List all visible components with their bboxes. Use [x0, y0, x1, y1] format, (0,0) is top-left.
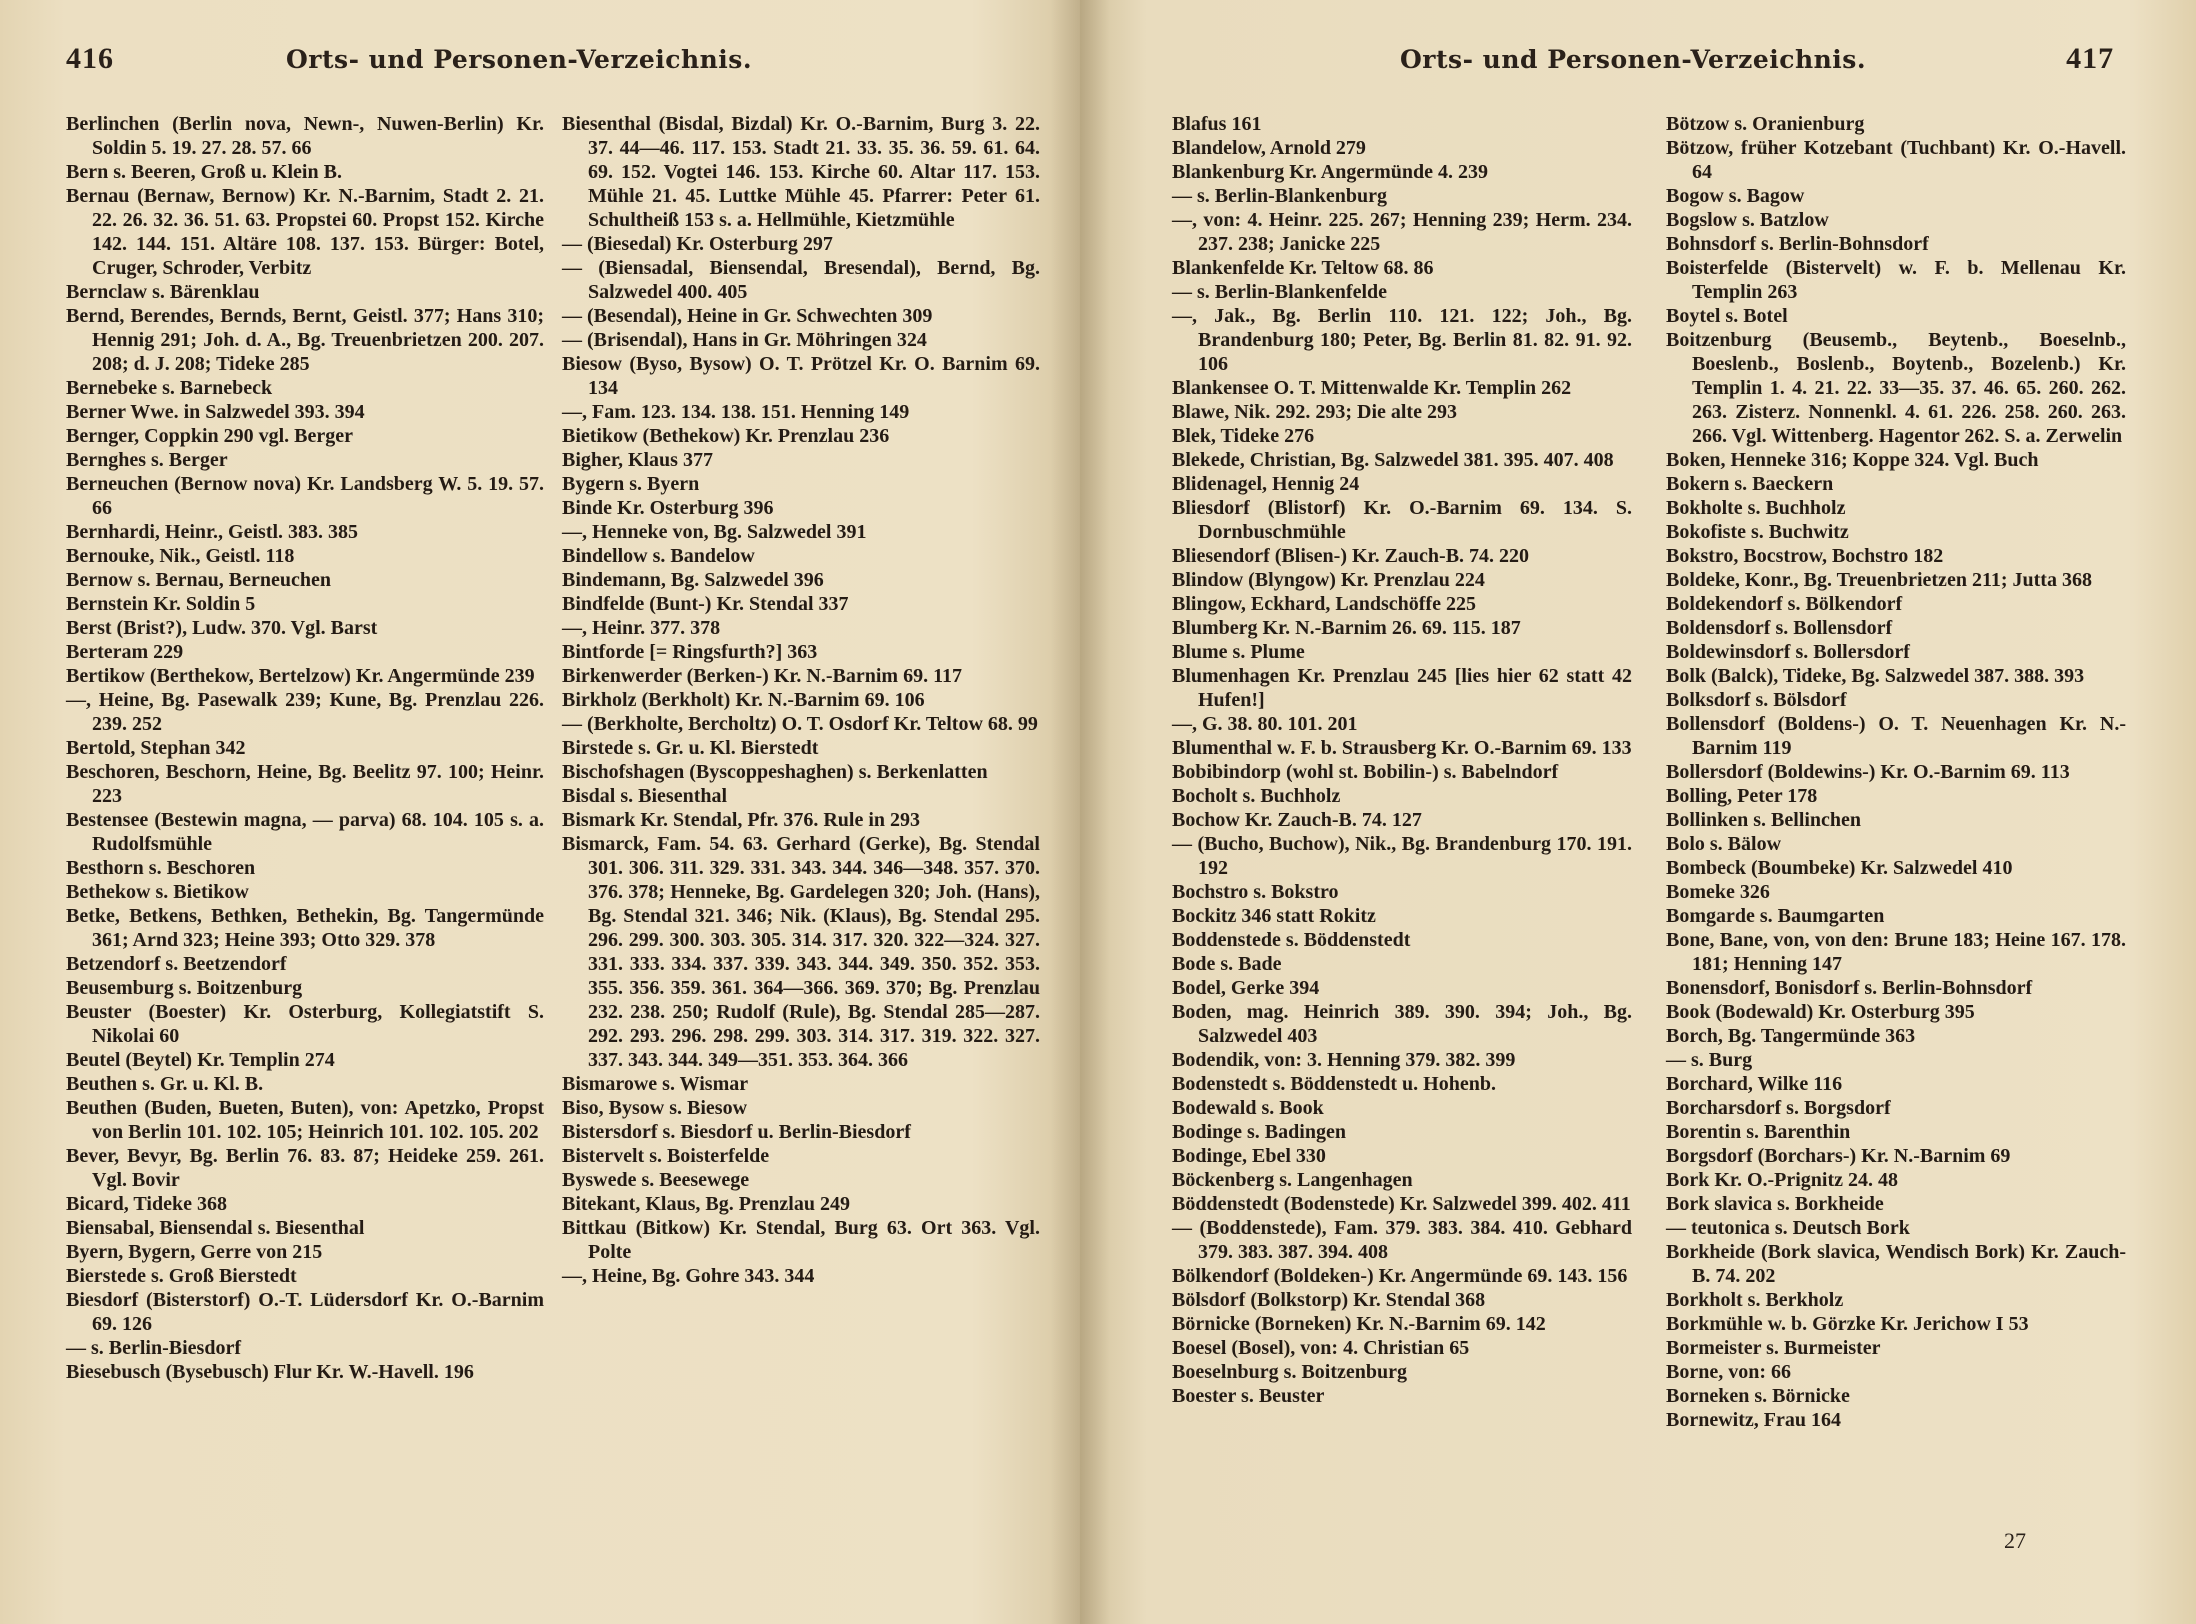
index-entry: Bodinge s. Badingen — [1172, 1121, 1346, 1143]
index-entry: Boddenstede s. Böddenstedt — [1172, 929, 1411, 951]
index-entry: Bodendik, von: 3. Henning 379. 382. 399 — [1172, 1049, 1516, 1071]
index-entry: Bölkendorf (Boldeken-) Kr. Angermünde 69. 143. 156 — [1172, 1265, 1628, 1287]
index-entry: Beuthen s. Gr. u. Kl. B. — [66, 1073, 264, 1095]
index-entry: Byern, Bygern, Gerre von 215 — [66, 1241, 323, 1263]
index-entry: Bever, Bevyr, Bg. Berlin 76. 83. 87; Heideke 259. 261. Vgl. Bovir — [66, 1145, 544, 1191]
index-entry: Boitzenburg (Beusemb., Beytenb., Boeselnb., Boeslenb., Boslenb., Boytenb., Bozelenb.) Kr. Templin 1. 4. 21. 22. 33—35. 37. 46. 65. 260. 262. 263. Zisterz. Nonnenkl. 4. 61. 226. 258. 260. 263. 266. Vgl. Wittenberg. Hagentor 262. S. a. Zerwelin — [1666, 329, 2126, 447]
index-entry: Bygern s. Byern — [562, 473, 700, 495]
index-entry: Betzendorf s. Beetzendorf — [66, 953, 287, 975]
index-entry: Berner Wwe. in Salzwedel 393. 394 — [66, 401, 365, 423]
index-entry: Boester s. Beuster — [1172, 1385, 1325, 1407]
index-entry: Bittkau (Bitkow) Kr. Stendal, Burg 63. Ort 363. Vgl. Polte — [562, 1217, 1040, 1263]
index-entry: Bintforde [= Ringsfurth?] 363 — [562, 641, 818, 663]
signature-mark: 27 — [2004, 1528, 2026, 1553]
index-entry: Bindellow s. Bandelow — [562, 545, 755, 567]
index-entry: —, Hennеke von, Bg. Salzwedel 391 — [562, 521, 867, 543]
index-entry: Bolo s. Bälow — [1666, 833, 1782, 855]
index-entry: —, Fam. 123. 134. 138. 151. Henning 149 — [562, 401, 910, 423]
index-entry: Bernger, Coppkin 290 vgl. Berger — [66, 425, 354, 447]
index-entry: Borne, von: 66 — [1666, 1361, 1791, 1383]
index-entry: Bone, Bane, von, von den: Brune 183; Heine 167. 178. 181; Henning 147 — [1666, 929, 2126, 975]
index-column-1 — [66, 112, 544, 1384]
index-entry: Beuster (Boester) Kr. Osterburg, Kollegiatstift S. Nikolai 60 — [66, 1001, 544, 1047]
index-entry: Blekede, Christian, Bg. Salzwedel 381. 395. 407. 408 — [1172, 449, 1614, 471]
index-entry: Bötzow, früher Kotzebant (Tuchbant) Kr. O.-Havell. 64 — [1666, 137, 2126, 183]
index-entry: — (Brisendal), Hans in Gr. Möhringen 324 — [562, 329, 927, 351]
index-entry: Borneken s. Börnicke — [1666, 1385, 1850, 1407]
index-entry: Berneuchen (Bernow nova) Kr. Landsberg W. 5. 19. 57. 66 — [66, 473, 544, 519]
index-entry: —, Heinr. 377. 378 — [562, 617, 721, 639]
index-entry: — (Biesedal) Kr. Osterburg 297 — [562, 233, 833, 255]
index-entry: Betke, Betkens, Bethken, Bethekin, Bg. Tangermünde 361; Arnd 323; Heine 393; Otto 329. 378 — [66, 905, 544, 951]
index-entry: Bodewald s. Book — [1172, 1097, 1324, 1119]
index-entry: Book (Bodewald) Kr. Osterburg 395 — [1666, 1001, 1975, 1023]
index-entry: Blingow, Eckhard, Landschöffe 225 — [1172, 593, 1476, 615]
index-entry: Borkmühle w. b. Görzke Kr. Jerichow I 53 — [1666, 1313, 2029, 1335]
index-entry: Boytel s. Botel — [1666, 305, 1788, 327]
index-entry: Bodel, Gerke 394 — [1172, 977, 1320, 999]
index-entry: Böddenstedt (Bodenstede) Kr. Salzwedel 399. 402. 411 — [1172, 1193, 1631, 1215]
index-entry: Borentin s. Barenthin — [1666, 1121, 1851, 1143]
index-entry: Beutel (Beytel) Kr. Templin 274 — [66, 1049, 335, 1071]
index-entry: Bolk (Balck), Tideke, Bg. Salzwedel 387. 388. 393 — [1666, 665, 2085, 687]
index-entry: Birkholz (Berkholt) Kr. N.-Barnim 69. 106 — [562, 689, 925, 711]
index-entry: Boldeke, Konr., Bg. Treuenbrietzen 211; Jutta 368 — [1666, 569, 2092, 591]
index-entry: Bisdal s. Biesenthal — [562, 785, 728, 807]
index-entry: Bernd, Berendes, Bernds, Bernt, Geistl. 377; Hans 310; Hennig 291; Joh. d. A., Bg. Treuenbrietzen 200. 207. 208; d. J. 208; Tideke 285 — [66, 305, 544, 375]
index-entry: — (Bucho, Buchow), Nik., Bg. Brandenburg 170. 191. 192 — [1172, 833, 1632, 879]
index-column-2 — [1666, 112, 2126, 1432]
index-entry: — (Biensadal, Biensendal, Bresendal), Bernd, Bg. Salzwedel 400. 405 — [562, 257, 1040, 303]
left-page — [0, 0, 1080, 1624]
index-entry: Biesow (Byso, Bysow) O. T. Prötzel Kr. O. Barnim 69. 134 — [562, 353, 1040, 399]
index-entry: Bernebeke s. Barnebeck — [66, 377, 273, 399]
index-entry: Bokstro, Bocstrow, Bochstro 182 — [1666, 545, 1944, 567]
running-title: Orts- und Personen-Verzeichnis. — [286, 45, 753, 74]
index-entry: Blume s. Plume — [1172, 641, 1305, 663]
index-entry: Boldewinsdorf s. Bollersdorf — [1666, 641, 1910, 663]
running-title: Orts- und Personen-Verzeichnis. — [1400, 45, 1867, 74]
index-entry: Bork Kr. O.-Prignitz 24. 48 — [1666, 1169, 1899, 1191]
index-entry: Bollinken s. Bellinchen — [1666, 809, 1862, 831]
right-page-columns — [1172, 112, 2126, 1432]
gutter-shadow — [1080, 0, 1110, 1624]
index-entry: Bertikow (Berthekow, Bertelzow) Kr. Angermünde 239 — [66, 665, 535, 687]
index-entry: Bindemann, Bg. Salzwedel 396 — [562, 569, 824, 591]
index-entry: — (Boddenstede), Fam. 379. 383. 384. 410. Gebhard 379. 383. 387. 394. 408 — [1172, 1217, 1632, 1263]
index-entry: Bochow Kr. Zauch-B. 74. 127 — [1172, 809, 1422, 831]
index-entry: Bornewitz, Frau 164 — [1666, 1409, 1841, 1431]
index-entry: Blumberg Kr. N.-Barnim 26. 69. 115. 187 — [1172, 617, 1521, 639]
index-entry: Bode s. Bade — [1172, 953, 1282, 975]
index-entry: Bötzow s. Oranienburg — [1666, 113, 1865, 135]
index-entry: Berst (Brist?), Ludw. 370. Vgl. Barst — [66, 617, 378, 639]
index-entry: Biensabal, Biensendal s. Biesenthal — [66, 1217, 365, 1239]
index-entry: Bolksdorf s. Bölsdorf — [1666, 689, 1847, 711]
index-entry: Bernhardi, Heinr., Geistl. 383. 385 — [66, 521, 359, 543]
index-entry: Beschoren, Beschorn, Heine, Bg. Beelitz 97. 100; Heinr. 223 — [66, 761, 544, 807]
index-entry: Birstede s. Gr. u. Kl. Bierstedt — [562, 737, 819, 759]
index-entry: — (Berkholte, Bercholtz) O. T. Osdorf Kr. Teltow 68. 99 — [562, 713, 1038, 735]
index-entry: Bombeck (Boumbeke) Kr. Salzwedel 410 — [1666, 857, 2013, 879]
index-entry: Blawe, Nik. 292. 293; Die alte 293 — [1172, 401, 1457, 423]
index-entry: Bismarck, Fam. 54. 63. Gerhard (Gerke), Bg. Stendal 301. 306. 311. 329. 331. 343. 344. 346—348. 357. 370. 376. 378; Hennеke, Bg. Gardelegen 320; Joh. (Hans), Bg. Stendal 321. 346; Nik. (Klaus), Bg. Stendal 295. 296. 299. 300. 303. 305. 314. 317. 320. 322—324. 327. 331. 333. 334. 337. 339. 343. 344. 349. 350. 352. 353. 355. 356. 359. 361. 364—366. 369. 370; Bg. Prenzlau 232. 238. 250; Rudolf (Rule), Bg. Stendal 285—287. 292. 293. 296. 298. 299. 303. 314. 317. 319. 322. 327. 337. 343. 344. 349—351. 353. 364. 366 — [562, 833, 1040, 1071]
index-entry: Bernau (Bernaw, Bernow) Kr. N.-Barnim, Stadt 2. 21. 22. 26. 32. 36. 51. 63. Propstei 60. Propst 152. Kirche 142. 144. 151. Altäre 108. 137. 153. Bürger: Botel, Cruger, Schroder, Verbitz — [66, 185, 544, 279]
index-entry: Biesdorf (Bisterstorf) O.-T. Lüdersdorf Kr. O.-Barnim 69. 126 — [66, 1289, 544, 1335]
index-entry: Boisterfelde (Bistervelt) w. F. b. Mellenau Kr. Templin 263 — [1666, 257, 2126, 303]
index-entry: Bicard, Tideke 368 — [66, 1193, 227, 1215]
index-entry: Bomgarde s. Baumgarten — [1666, 905, 1885, 927]
index-entry: Bohnsdorf s. Berlin-Bohnsdorf — [1666, 233, 1929, 255]
index-entry: Blumenhagen Kr. Prenzlau 245 [lies hier 62 statt 42 Hufen!] — [1172, 665, 1632, 711]
index-entry: Bigher, Klaus 377 — [562, 449, 713, 471]
index-entry: Bölsdorf (Bolkstorp) Kr. Stendal 368 — [1172, 1289, 1486, 1311]
index-entry: Birkenwerder (Berken-) Kr. N.-Barnim 69. 117 — [562, 665, 962, 687]
index-entry: — (Besendal), Heine in Gr. Schwechten 309 — [562, 305, 933, 327]
index-entry: Byswede s. Beesewege — [562, 1169, 750, 1191]
index-entry: Bocholt s. Buchholz — [1172, 785, 1341, 807]
index-entry: Bollensdorf (Boldens-) O. T. Neuenhagen Kr. N.-Barnim 119 — [1666, 713, 2126, 759]
index-entry: Berteram 229 — [66, 641, 184, 663]
index-column-2 — [562, 112, 1040, 1384]
index-entry: Blumenthal w. F. b. Strausberg Kr. O.-Barnim 69. 133 — [1172, 737, 1632, 759]
index-entry: Bogow s. Bagow — [1666, 185, 1805, 207]
index-entry: Bischofshagen (Byscoppeshaghen) s. Berkenlatten — [562, 761, 988, 783]
page-number: 417 — [2066, 42, 2115, 75]
index-entry: Bernstein Kr. Soldin 5 — [66, 593, 256, 615]
index-entry: —, Jak., Bg. Berlin 110. 121. 122; Joh., Bg. Brandenburg 180; Peter, Bg. Berlin 81. 82. 91. 92. 106 — [1172, 305, 1632, 375]
index-entry: Bern s. Beeren, Groß u. Klein B. — [66, 161, 342, 183]
index-entry: — teutonica s. Deutsch Bork — [1666, 1217, 1910, 1239]
index-entry: Borgsdorf (Borchars-) Kr. N.-Barnim 69 — [1666, 1145, 2011, 1167]
index-entry: Bindfelde (Bunt-) Kr. Stendal 337 — [562, 593, 849, 615]
index-entry: Borkholt s. Berkholz — [1666, 1289, 1844, 1311]
index-entry: —, G. 38. 80. 101. 201 — [1172, 713, 1358, 735]
index-entry: Bernouke, Nik., Geistl. 118 — [66, 545, 295, 567]
index-entry: Bestensee (Bestewin magna, — parva) 68. 104. 105 s. a. Rudolfsmühle — [66, 809, 544, 855]
index-entry: Berlinchen (Berlin nova, Newn-, Nuwen-Berlin) Kr. Soldin 5. 19. 27. 28. 57. 66 — [66, 113, 544, 159]
index-entry: Bokofiste s. Buchwitz — [1666, 521, 1849, 543]
index-entry: Bismark Kr. Stendal, Pfr. 376. Rule in 293 — [562, 809, 920, 831]
index-entry: Beuthen (Buden, Bueten, Buten), von: Apetzko, Propst von Berlin 101. 102. 105; Heinrich 101. 102. 105. 202 — [66, 1097, 544, 1143]
index-entry: Biso, Bysow s. Biesow — [562, 1097, 748, 1119]
index-entry: Beusemburg s. Boitzenburg — [66, 977, 303, 999]
index-entry: Boeselnburg s. Boitzenburg — [1172, 1361, 1408, 1383]
index-entry: Blankenburg Kr. Angermünde 4. 239 — [1172, 161, 1488, 183]
index-entry: Boden, mag. Heinrich 389. 390. 394; Joh., Bg. Salzwedel 403 — [1172, 1001, 1632, 1047]
right-page — [1080, 0, 2196, 1624]
index-entry: Bokholte s. Buchholz — [1666, 497, 1846, 519]
index-entry: Bokern s. Baeckern — [1666, 473, 1834, 495]
index-entry: Bierstede s. Groß Bierstedt — [66, 1265, 297, 1287]
index-entry: Bollersdorf (Boldewins-) Kr. O.-Barnim 69. 113 — [1666, 761, 2070, 783]
right-page-header — [1172, 42, 2126, 82]
left-page-header — [66, 42, 1040, 82]
index-entry: —, von: 4. Heinr. 225. 267; Henning 239; Herm. 234. 237. 238; Janicke 225 — [1172, 209, 1632, 255]
index-entry: Bismarowe s. Wismar — [562, 1073, 749, 1095]
index-entry: Bernow s. Bernau, Berneuchen — [66, 569, 331, 591]
index-entry: Biesebusch (Bysebusch) Flur Kr. W.-Havell. 196 — [66, 1361, 474, 1383]
index-entry: — s. Berlin-Blankenfelde — [1172, 281, 1388, 303]
index-entry: Blindow (Blyngow) Kr. Prenzlau 224 — [1172, 569, 1485, 591]
index-entry: Bernghes s. Berger — [66, 449, 228, 471]
left-page-columns — [66, 112, 1040, 1384]
index-entry: Binde Kr. Osterburg 396 — [562, 497, 774, 519]
index-entry: Biesenthal (Bisdal, Bizdal) Kr. O.-Barnim, Burg 3. 22. 37. 44—46. 117. 153. Stadt 21. 33. 35. 36. 59. 61. 64. 69. 152. Vogtei 146. 153. Kirche 60. Altar 117. 153. Mühle 21. 45. Luttke Mühle 45. Pfarrer: Peter 61. Schultheiß 153 s. a. Hellmühle, Kietzmühle — [562, 113, 1040, 231]
index-entry: Borch, Bg. Tangermünde 363 — [1666, 1025, 1916, 1047]
index-entry: Bonensdorf, Bonisdorf s. Berlin-Bohnsdorf — [1666, 977, 2033, 999]
page-number: 416 — [66, 42, 114, 75]
index-entry: Bethekow s. Bietikow — [66, 881, 249, 903]
gutter-shadow — [1050, 0, 1080, 1624]
index-entry: —, Heine, Bg. Pasewalk 239; Kune, Bg. Prenzlau 226. 239. 252 — [66, 689, 544, 735]
index-entry: Bliesdorf (Blistorf) Kr. O.-Barnim 69. 134. S. Dornbuschmühle — [1172, 497, 1632, 543]
index-entry: Blek, Tideke 276 — [1172, 425, 1315, 447]
index-entry: Böckenberg s. Langenhagen — [1172, 1169, 1413, 1191]
index-entry: Boesel (Bosel), von: 4. Christian 65 — [1172, 1337, 1470, 1359]
index-entry: Bochstro s. Bokstro — [1172, 881, 1339, 903]
index-entry: Blankenfelde Kr. Teltow 68. 86 — [1172, 257, 1434, 279]
index-entry: Bliesendorf (Blisen-) Kr. Zauch-B. 74. 220 — [1172, 545, 1530, 567]
index-entry: Bormeister s. Burmeister — [1666, 1337, 1881, 1359]
index-entry: Bitekant, Klaus, Bg. Prenzlau 249 — [562, 1193, 850, 1215]
index-entry: Blafus 161 — [1172, 113, 1262, 135]
index-entry: Blankensee O. T. Mittenwalde Kr. Templin 262 — [1172, 377, 1572, 399]
index-entry: — s. Burg — [1666, 1049, 1753, 1071]
index-entry: Bistersdorf s. Biesdorf u. Berlin-Biesdorf — [562, 1121, 911, 1143]
index-entry: Boldensdorf s. Bollensdorf — [1666, 617, 1893, 639]
index-entry: Boken, Hennеke 316; Koppe 324. Vgl. Buch — [1666, 449, 2039, 471]
index-entry: —, Heine, Bg. Gohre 343. 344 — [562, 1265, 815, 1287]
index-entry: Bogslow s. Batzlow — [1666, 209, 1829, 231]
index-entry: Bertold, Stephan 342 — [66, 737, 246, 759]
index-entry: Bernclaw s. Bärenklau — [66, 281, 260, 303]
index-entry: Bistervelt s. Boisterfelde — [562, 1145, 770, 1167]
index-entry: Bodinge, Ebel 330 — [1172, 1145, 1326, 1167]
index-entry: Boldekendorf s. Bölkendorf — [1666, 593, 1903, 615]
index-entry: Bietikow (Bethekow) Kr. Prenzlau 236 — [562, 425, 890, 447]
index-entry: Blandelow, Arnold 279 — [1172, 137, 1366, 159]
index-entry: Bork slavica s. Borkheide — [1666, 1193, 1884, 1215]
index-column-1 — [1172, 112, 1632, 1432]
index-entry: Borchard, Wilke 116 — [1666, 1073, 1843, 1095]
index-entry: Borkheide (Bork slavica, Wendisch Bork) Kr. Zauch-B. 74. 202 — [1666, 1241, 2126, 1287]
index-entry: Besthorn s. Beschoren — [66, 857, 256, 879]
index-entry: Bolling, Peter 178 — [1666, 785, 1818, 807]
index-entry: Bodenstedt s. Böddenstedt u. Hohenb. — [1172, 1073, 1496, 1095]
index-entry: Bockitz 346 statt Rokitz — [1172, 905, 1376, 927]
index-entry: Börnicke (Borneken) Kr. N.-Barnim 69. 142 — [1172, 1313, 1546, 1335]
index-entry: — s. Berlin-Biesdorf — [66, 1337, 241, 1359]
index-entry: Bomeke 326 — [1666, 881, 1770, 903]
index-entry: Borcharsdorf s. Borgsdorf — [1666, 1097, 1891, 1119]
index-entry: Blidenagel, Hennig 24 — [1172, 473, 1360, 495]
index-entry: — s. Berlin-Blankenburg — [1172, 185, 1388, 207]
index-entry: Bobibindorp (wohl st. Bobilin-) s. Babelndorf — [1172, 761, 1559, 783]
